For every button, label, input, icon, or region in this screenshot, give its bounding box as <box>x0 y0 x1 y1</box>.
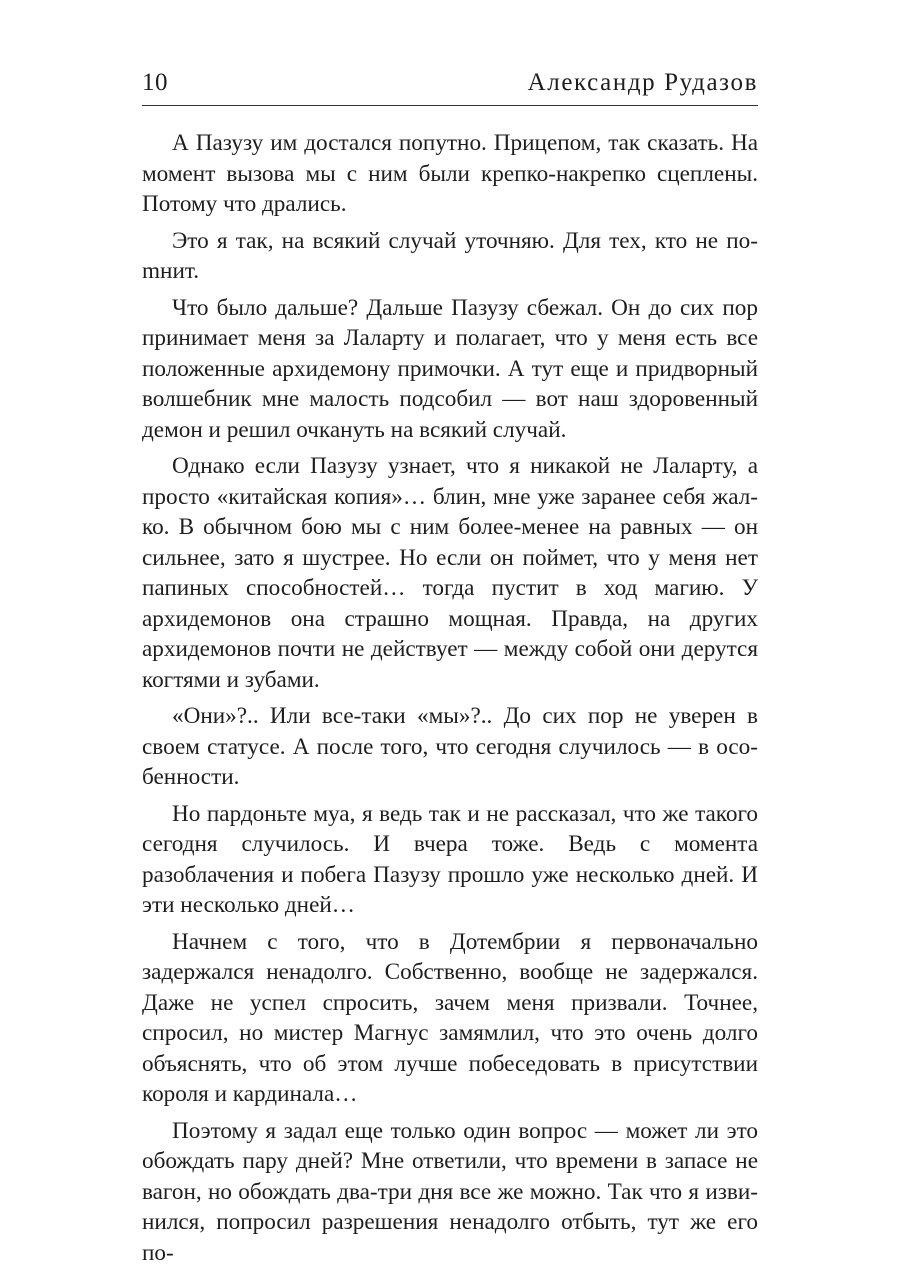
body-text <box>142 128 758 1268</box>
paragraph: «Они»?.. Или все-таки «мы»?.. До сих пор не уверен в своем статусе. А после того, что сегодня случилось — в особенности. <box>142 701 758 793</box>
paragraph: А Пазузу им достался попутно. Прицепом, так сказать. На момент вызова мы с ним были крепко-накрепко сцеплены. Потому что дрались. <box>142 128 758 220</box>
paragraph: Однако если Пазузу узнает, что я никакой не Лаларту, а просто «китайская копия»… блин, мне уже заранее себя жалко. В обычном бою мы с ним более-менее на равных — он сильнее, зато я шустрее. Но если он поймет, что у меня нет папиных способностей… тогда пустит в ход магию. У архидемонов она страшно мощная. Правда, на других архидемонов почти не действует — между собой они дерутся когтями и зубами. <box>142 451 758 695</box>
book-page <box>142 58 758 1168</box>
page-number: 10 <box>142 70 168 95</box>
paragraph: Начнем с того, что в Дотембрии я первоначально задержался ненадолго. Собственно, вообще не задержался. Даже не успел спросить, зачем меня призвали. Точнее, спросил, но мистер Магнус замямлил, что это очень долго объяснять, что об этом лучше побеседовать в присутствии короля и кардинала… <box>142 927 758 1110</box>
paragraph: Это я так, на всякий случай уточняю. Для тех, кто не поmнит. <box>142 226 758 287</box>
paragraph: Что было дальше? Дальше Пазузу сбежал. Он до сих пор принимает меня за Лаларту и полагает, что у меня есть все положенные архидемону примочки. А тут еще и придворный волшебник мне малость подсобил — вот наш здоровенный демон и решил очкануть на всякий случай. <box>142 293 758 446</box>
paragraph: Но пардоньте муа, я ведь так и не рассказал, что же такого сегодня случилось. И вчера тоже. Ведь с момента разоблачения и побега Пазузу прошло уже несколько дней. И эти несколько дней… <box>142 799 758 921</box>
running-header <box>142 58 758 106</box>
paragraph: Поэтому я задал еще только один вопрос — может ли это обождать пару дней? Мне ответили, что времени в запасе не вагон, но обождать два-три дня все же можно. Так что я извинился, попросил разрешения ненадолго отбыть, тут же его по- <box>142 1116 758 1268</box>
author-name: Александр Рудазов <box>528 70 758 95</box>
